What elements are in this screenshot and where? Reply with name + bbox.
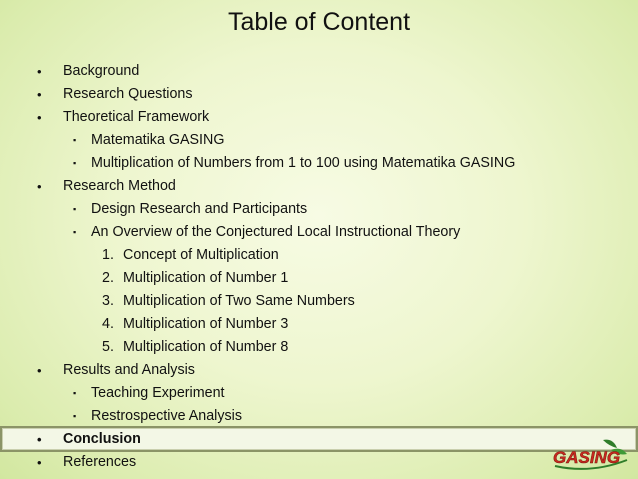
square-bullet: ▪ <box>73 204 77 214</box>
toc-subitem-label: Restrospective Analysis <box>91 408 242 424</box>
toc-numbered-label: Multiplication of Number 3 <box>123 316 289 332</box>
toc-numbered-item <box>0 267 638 290</box>
toc-item-label: References <box>63 454 137 470</box>
toc-subitem <box>0 382 638 405</box>
square-bullet: ▪ <box>73 411 77 421</box>
item-number: 5. <box>102 339 114 355</box>
toc-numbered-item <box>0 313 638 336</box>
square-bullet: ▪ <box>73 227 77 237</box>
page-title: Table of Content <box>227 8 411 36</box>
toc-subitem <box>0 152 638 175</box>
bullet: • <box>37 64 42 79</box>
toc-numbered-item <box>0 290 638 313</box>
bullet: • <box>37 363 42 378</box>
toc-item-label: Theoretical Framework <box>63 109 210 125</box>
toc-item-references <box>0 451 638 474</box>
toc-subitem <box>0 221 638 244</box>
item-number: 1. <box>102 247 114 263</box>
toc-item-label: Results and Analysis <box>63 362 195 378</box>
logo-leaf <box>603 440 617 448</box>
bullet: • <box>37 110 42 125</box>
logo-wordmark: GASING <box>553 448 621 467</box>
toc-numbered-item <box>0 244 638 267</box>
square-bullet: ▪ <box>73 135 77 145</box>
item-number: 4. <box>102 316 114 332</box>
bullet: • <box>37 432 42 447</box>
toc-numbered-label: Multiplication of Two Same Numbers <box>123 293 355 309</box>
toc-item-results-and-analysis <box>0 359 638 382</box>
toc-numbered-label: Multiplication of Number 8 <box>123 339 289 355</box>
toc-numbered-label: Concept of Multiplication <box>123 247 279 263</box>
bullet: • <box>37 455 42 470</box>
toc-item-label: Research Questions <box>63 86 193 102</box>
toc-item-research-method <box>0 175 638 198</box>
toc-subitem-label: Design Research and Participants <box>91 201 308 217</box>
toc-item-conclusion <box>0 428 638 451</box>
toc-item-label: Research Method <box>63 178 176 194</box>
toc-item-label: Background <box>63 63 140 79</box>
toc-item-research-questions <box>0 83 638 106</box>
square-bullet: ▪ <box>73 388 77 398</box>
bullet: • <box>37 179 42 194</box>
toc-item-background <box>0 60 638 83</box>
toc-numbered-item <box>0 336 638 359</box>
bullet: • <box>37 87 42 102</box>
item-number: 3. <box>102 293 114 309</box>
item-number: 2. <box>102 270 114 286</box>
toc-item-label: Conclusion <box>63 431 141 447</box>
toc-item-theoretical-framework <box>0 106 638 129</box>
gasing-logo <box>551 436 631 472</box>
toc-subitem-label: Matematika GASING <box>91 132 225 148</box>
toc-subitem-label: An Overview of the Conjectured Local Instructional Theory <box>91 224 461 240</box>
toc-subitem <box>0 405 638 428</box>
square-bullet: ▪ <box>73 158 77 168</box>
toc-subitem-label: Teaching Experiment <box>91 385 225 401</box>
toc-numbered-label: Multiplication of Number 1 <box>123 270 289 286</box>
toc-subitem <box>0 198 638 221</box>
toc-subitem-label: Multiplication of Numbers from 1 to 100 using Matematika GASING <box>91 155 516 171</box>
toc-subitem <box>0 129 638 152</box>
